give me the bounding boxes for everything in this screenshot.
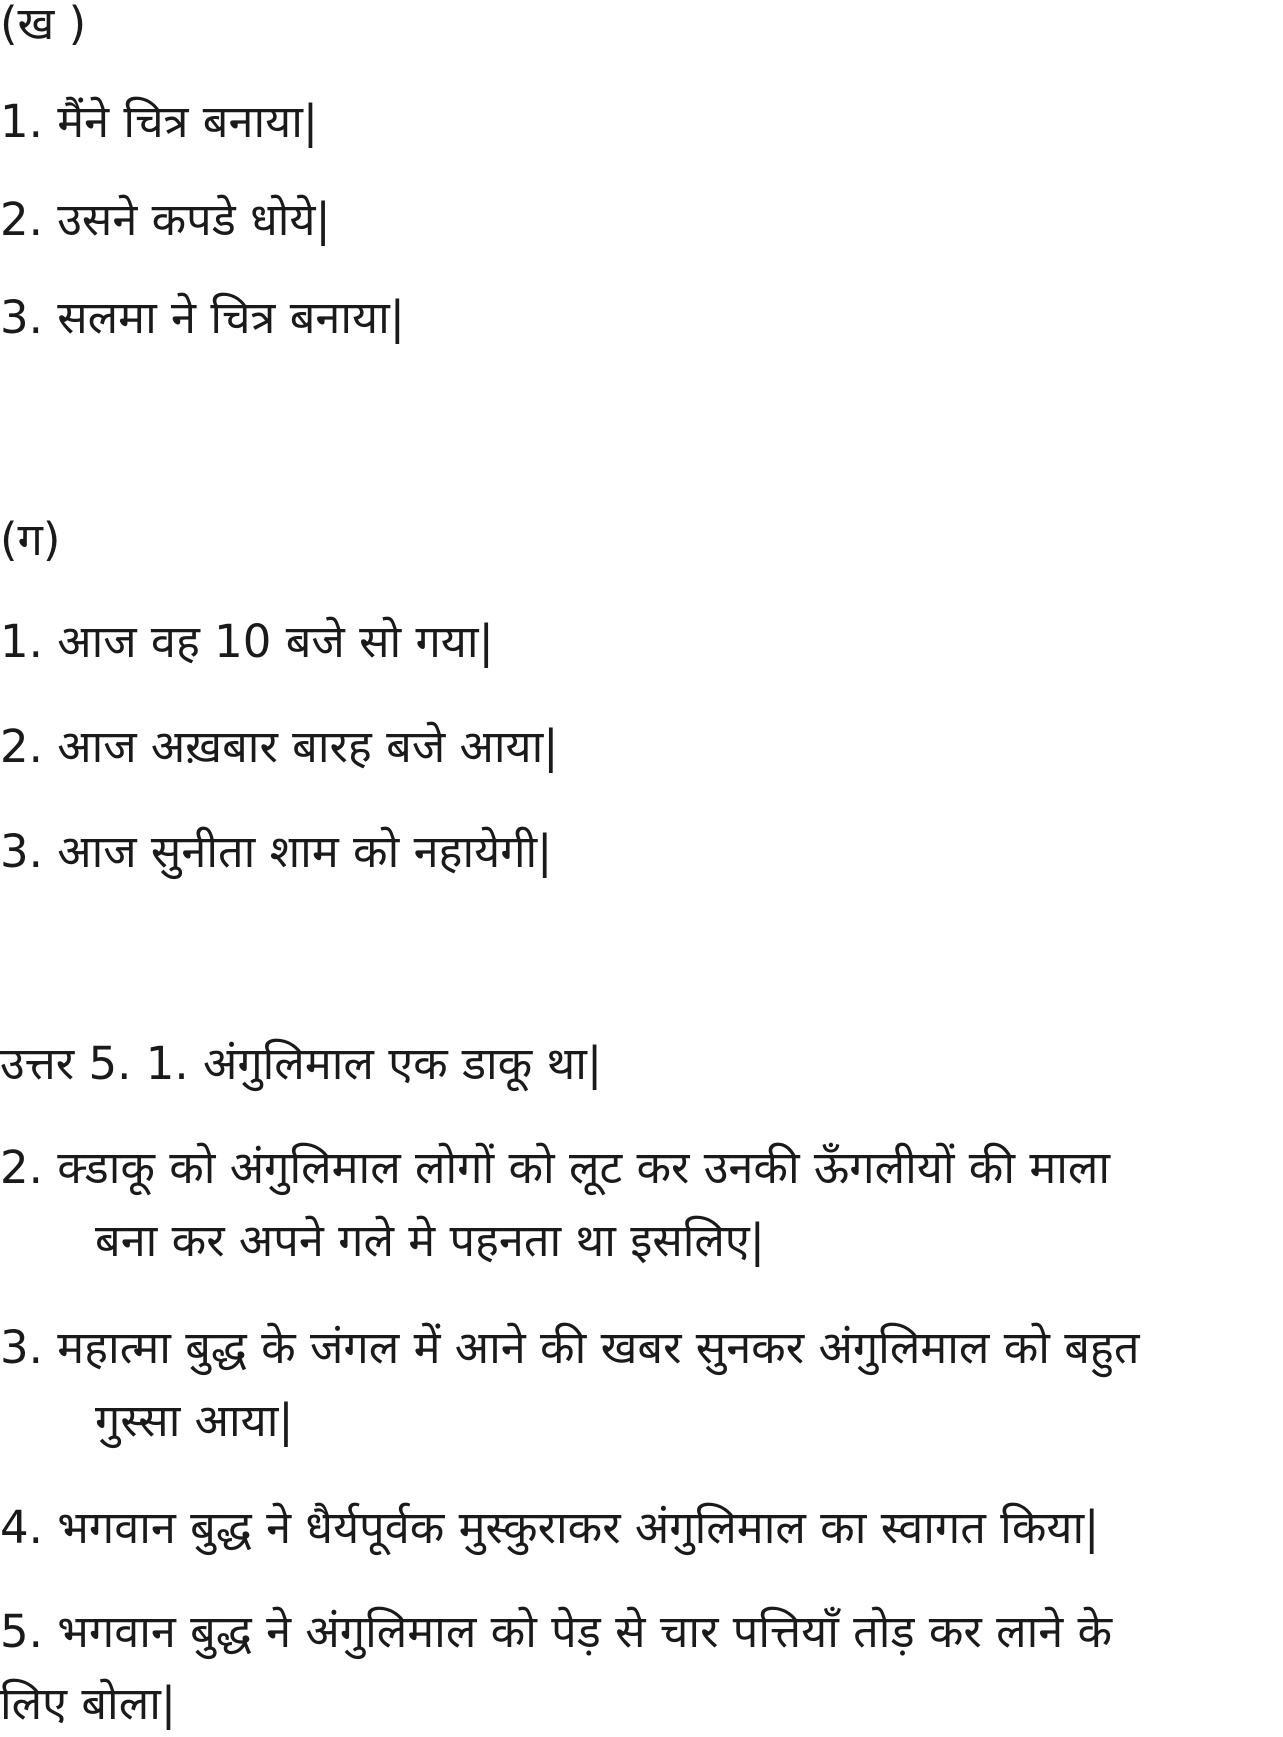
answer-5-item-5-line-1: 5. भगवान बुद्ध ने अंगुलिमाल को पेड़ से चार पत्तियाँ तोड़ कर लाने के — [0, 1605, 1113, 1658]
section-ga-item-3: 3. आज सुनीता शाम को नहायेगी| — [0, 825, 553, 878]
answer-5-item-5-line-2: लिए बोला| — [0, 1677, 177, 1730]
section-kha-heading: (ख ) — [0, 0, 87, 50]
section-ga-item-2: 2. आज अख़बार बारह बजे आया| — [0, 720, 559, 773]
section-ga-item-1: 1. आज वह 10 बजे सो गया| — [0, 615, 494, 668]
section-ga-heading: (ग) — [0, 513, 61, 566]
section-kha-item-2: 2. उसने कपडे धोये| — [0, 193, 331, 246]
section-kha-item-3: 3. सलमा ने चित्र बनाया| — [0, 291, 405, 344]
section-kha-item-1: 1. मैंने चित्र बनाया| — [0, 95, 319, 148]
answer-5-item-2-line-2: बना कर अपने गले मे पहनता था इसलिए| — [95, 1214, 765, 1267]
answer-5-item-3-line-2: गुस्सा आया| — [95, 1394, 294, 1447]
answer-5-item-4: 4. भगवान बुद्ध ने धैर्यपूर्वक मुस्कुराकर अंगुलिमाल का स्वागत किया| — [0, 1501, 1100, 1554]
answer-5-item-2-line-1: 2. क्डाकू को अंगुलिमाल लोगों को लूट कर उनकी ऊँगलीयों की माला — [0, 1141, 1111, 1194]
answer-5-item-3-line-1: 3. महात्मा बुद्ध के जंगल में आने की खबर सुनकर अंगुलिमाल को बहुत — [0, 1321, 1140, 1374]
answer-5-item-1: उत्तर 5. 1. अंगुलिमाल एक डाकू था| — [0, 1037, 603, 1090]
